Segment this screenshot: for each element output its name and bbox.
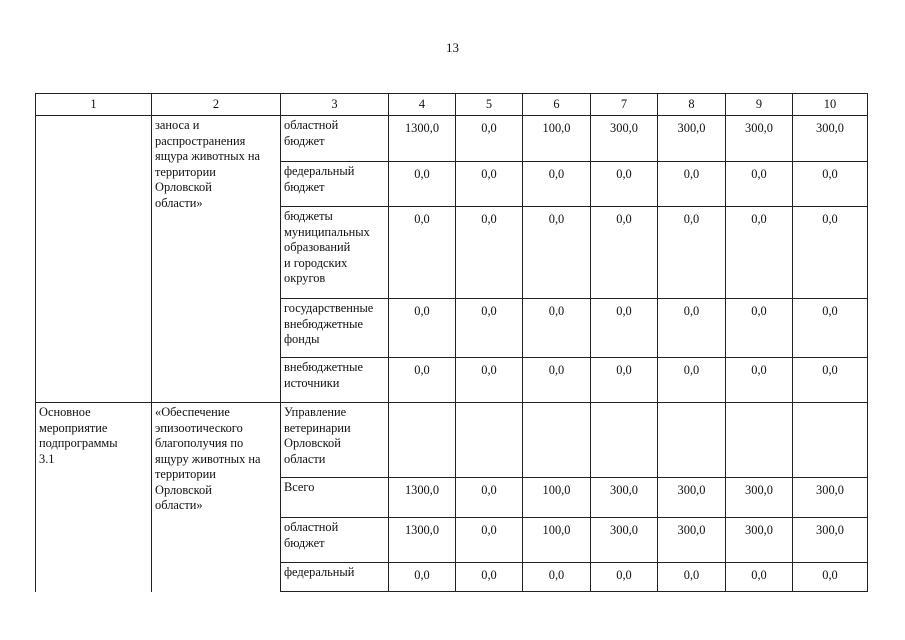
value-cell: 0,0 xyxy=(456,518,523,563)
value-cell: 0,0 xyxy=(456,162,523,207)
value-cell: 0,0 xyxy=(523,563,591,592)
funding-source-cell: федеральный бюджет xyxy=(281,162,389,207)
table-row xyxy=(36,116,868,162)
value-cell: 300,0 xyxy=(793,478,868,518)
value-cell: 0,0 xyxy=(523,207,591,299)
value-cell: 300,0 xyxy=(793,116,868,162)
value-cell: 0,0 xyxy=(591,207,658,299)
value-cell: 0,0 xyxy=(658,299,726,358)
value-cell: 0,0 xyxy=(523,299,591,358)
value-cell: 300,0 xyxy=(591,478,658,518)
value-cell: 0,0 xyxy=(591,358,658,403)
funding-source-cell: Всего xyxy=(281,478,389,518)
value-cell: 0,0 xyxy=(658,207,726,299)
value-cell: 0,0 xyxy=(793,563,868,592)
value-cell: 300,0 xyxy=(726,116,793,162)
value-cell xyxy=(523,403,591,478)
event-type-cell: Основное мероприятие подпрограммы 3.1 xyxy=(36,403,152,592)
column-header: 2 xyxy=(152,94,281,116)
value-cell: 100,0 xyxy=(523,478,591,518)
funding-source-cell: Управление ветеринарии Орловской области xyxy=(281,403,389,478)
value-cell: 300,0 xyxy=(658,116,726,162)
column-header: 9 xyxy=(726,94,793,116)
value-cell: 0,0 xyxy=(726,207,793,299)
value-cell: 0,0 xyxy=(658,563,726,592)
funding-source-cell: внебюджетные источники xyxy=(281,358,389,403)
value-cell: 1300,0 xyxy=(389,116,456,162)
value-cell: 0,0 xyxy=(793,299,868,358)
header-row xyxy=(36,94,868,116)
value-cell: 0,0 xyxy=(456,116,523,162)
value-cell: 300,0 xyxy=(658,518,726,563)
column-header: 7 xyxy=(591,94,658,116)
table-body xyxy=(36,94,868,592)
column-header: 10 xyxy=(793,94,868,116)
value-cell: 0,0 xyxy=(658,162,726,207)
value-cell: 0,0 xyxy=(389,162,456,207)
value-cell: 0,0 xyxy=(726,358,793,403)
event-description-cell: заноса и распространения ящура животных на территории Орловской области» xyxy=(152,116,281,403)
value-cell: 0,0 xyxy=(793,207,868,299)
value-cell: 0,0 xyxy=(591,299,658,358)
value-cell xyxy=(726,403,793,478)
page-number: 13 xyxy=(446,40,459,55)
value-cell: 1300,0 xyxy=(389,518,456,563)
value-cell: 0,0 xyxy=(456,478,523,518)
budget-table xyxy=(35,93,868,592)
value-cell: 0,0 xyxy=(591,162,658,207)
event-type-cell xyxy=(36,116,152,403)
funding-source-cell: областной бюджет xyxy=(281,116,389,162)
value-cell: 0,0 xyxy=(456,207,523,299)
event-description-cell: «Обеспечение эпизоотического благополучия по ящуру животных на территории Орловской области» xyxy=(152,403,281,592)
value-cell xyxy=(793,403,868,478)
value-cell: 100,0 xyxy=(523,518,591,563)
value-cell: 0,0 xyxy=(591,563,658,592)
value-cell: 300,0 xyxy=(793,518,868,563)
funding-source-cell: бюджеты муниципальных образований и городских округов xyxy=(281,207,389,299)
funding-source-cell: государственные внебюджетные фонды xyxy=(281,299,389,358)
value-cell: 0,0 xyxy=(456,563,523,592)
value-cell: 0,0 xyxy=(658,358,726,403)
value-cell: 0,0 xyxy=(523,358,591,403)
funding-source-cell: областной бюджет xyxy=(281,518,389,563)
value-cell: 100,0 xyxy=(523,116,591,162)
value-cell xyxy=(389,403,456,478)
value-cell: 300,0 xyxy=(658,478,726,518)
column-header: 8 xyxy=(658,94,726,116)
value-cell: 1300,0 xyxy=(389,478,456,518)
value-cell xyxy=(591,403,658,478)
value-cell: 0,0 xyxy=(389,358,456,403)
value-cell: 300,0 xyxy=(726,478,793,518)
value-cell xyxy=(658,403,726,478)
value-cell: 0,0 xyxy=(793,162,868,207)
funding-source-cell: федеральный xyxy=(281,563,389,592)
column-header: 4 xyxy=(389,94,456,116)
value-cell: 0,0 xyxy=(456,358,523,403)
column-header: 5 xyxy=(456,94,523,116)
value-cell: 300,0 xyxy=(591,518,658,563)
value-cell: 0,0 xyxy=(389,563,456,592)
value-cell: 0,0 xyxy=(456,299,523,358)
column-header: 1 xyxy=(36,94,152,116)
value-cell: 0,0 xyxy=(389,299,456,358)
value-cell xyxy=(456,403,523,478)
table-row xyxy=(36,403,868,478)
value-cell: 0,0 xyxy=(389,207,456,299)
column-header: 3 xyxy=(281,94,389,116)
value-cell: 0,0 xyxy=(726,162,793,207)
value-cell: 300,0 xyxy=(726,518,793,563)
value-cell: 300,0 xyxy=(591,116,658,162)
value-cell: 0,0 xyxy=(726,299,793,358)
column-header: 6 xyxy=(523,94,591,116)
value-cell: 0,0 xyxy=(726,563,793,592)
value-cell: 0,0 xyxy=(523,162,591,207)
value-cell: 0,0 xyxy=(793,358,868,403)
